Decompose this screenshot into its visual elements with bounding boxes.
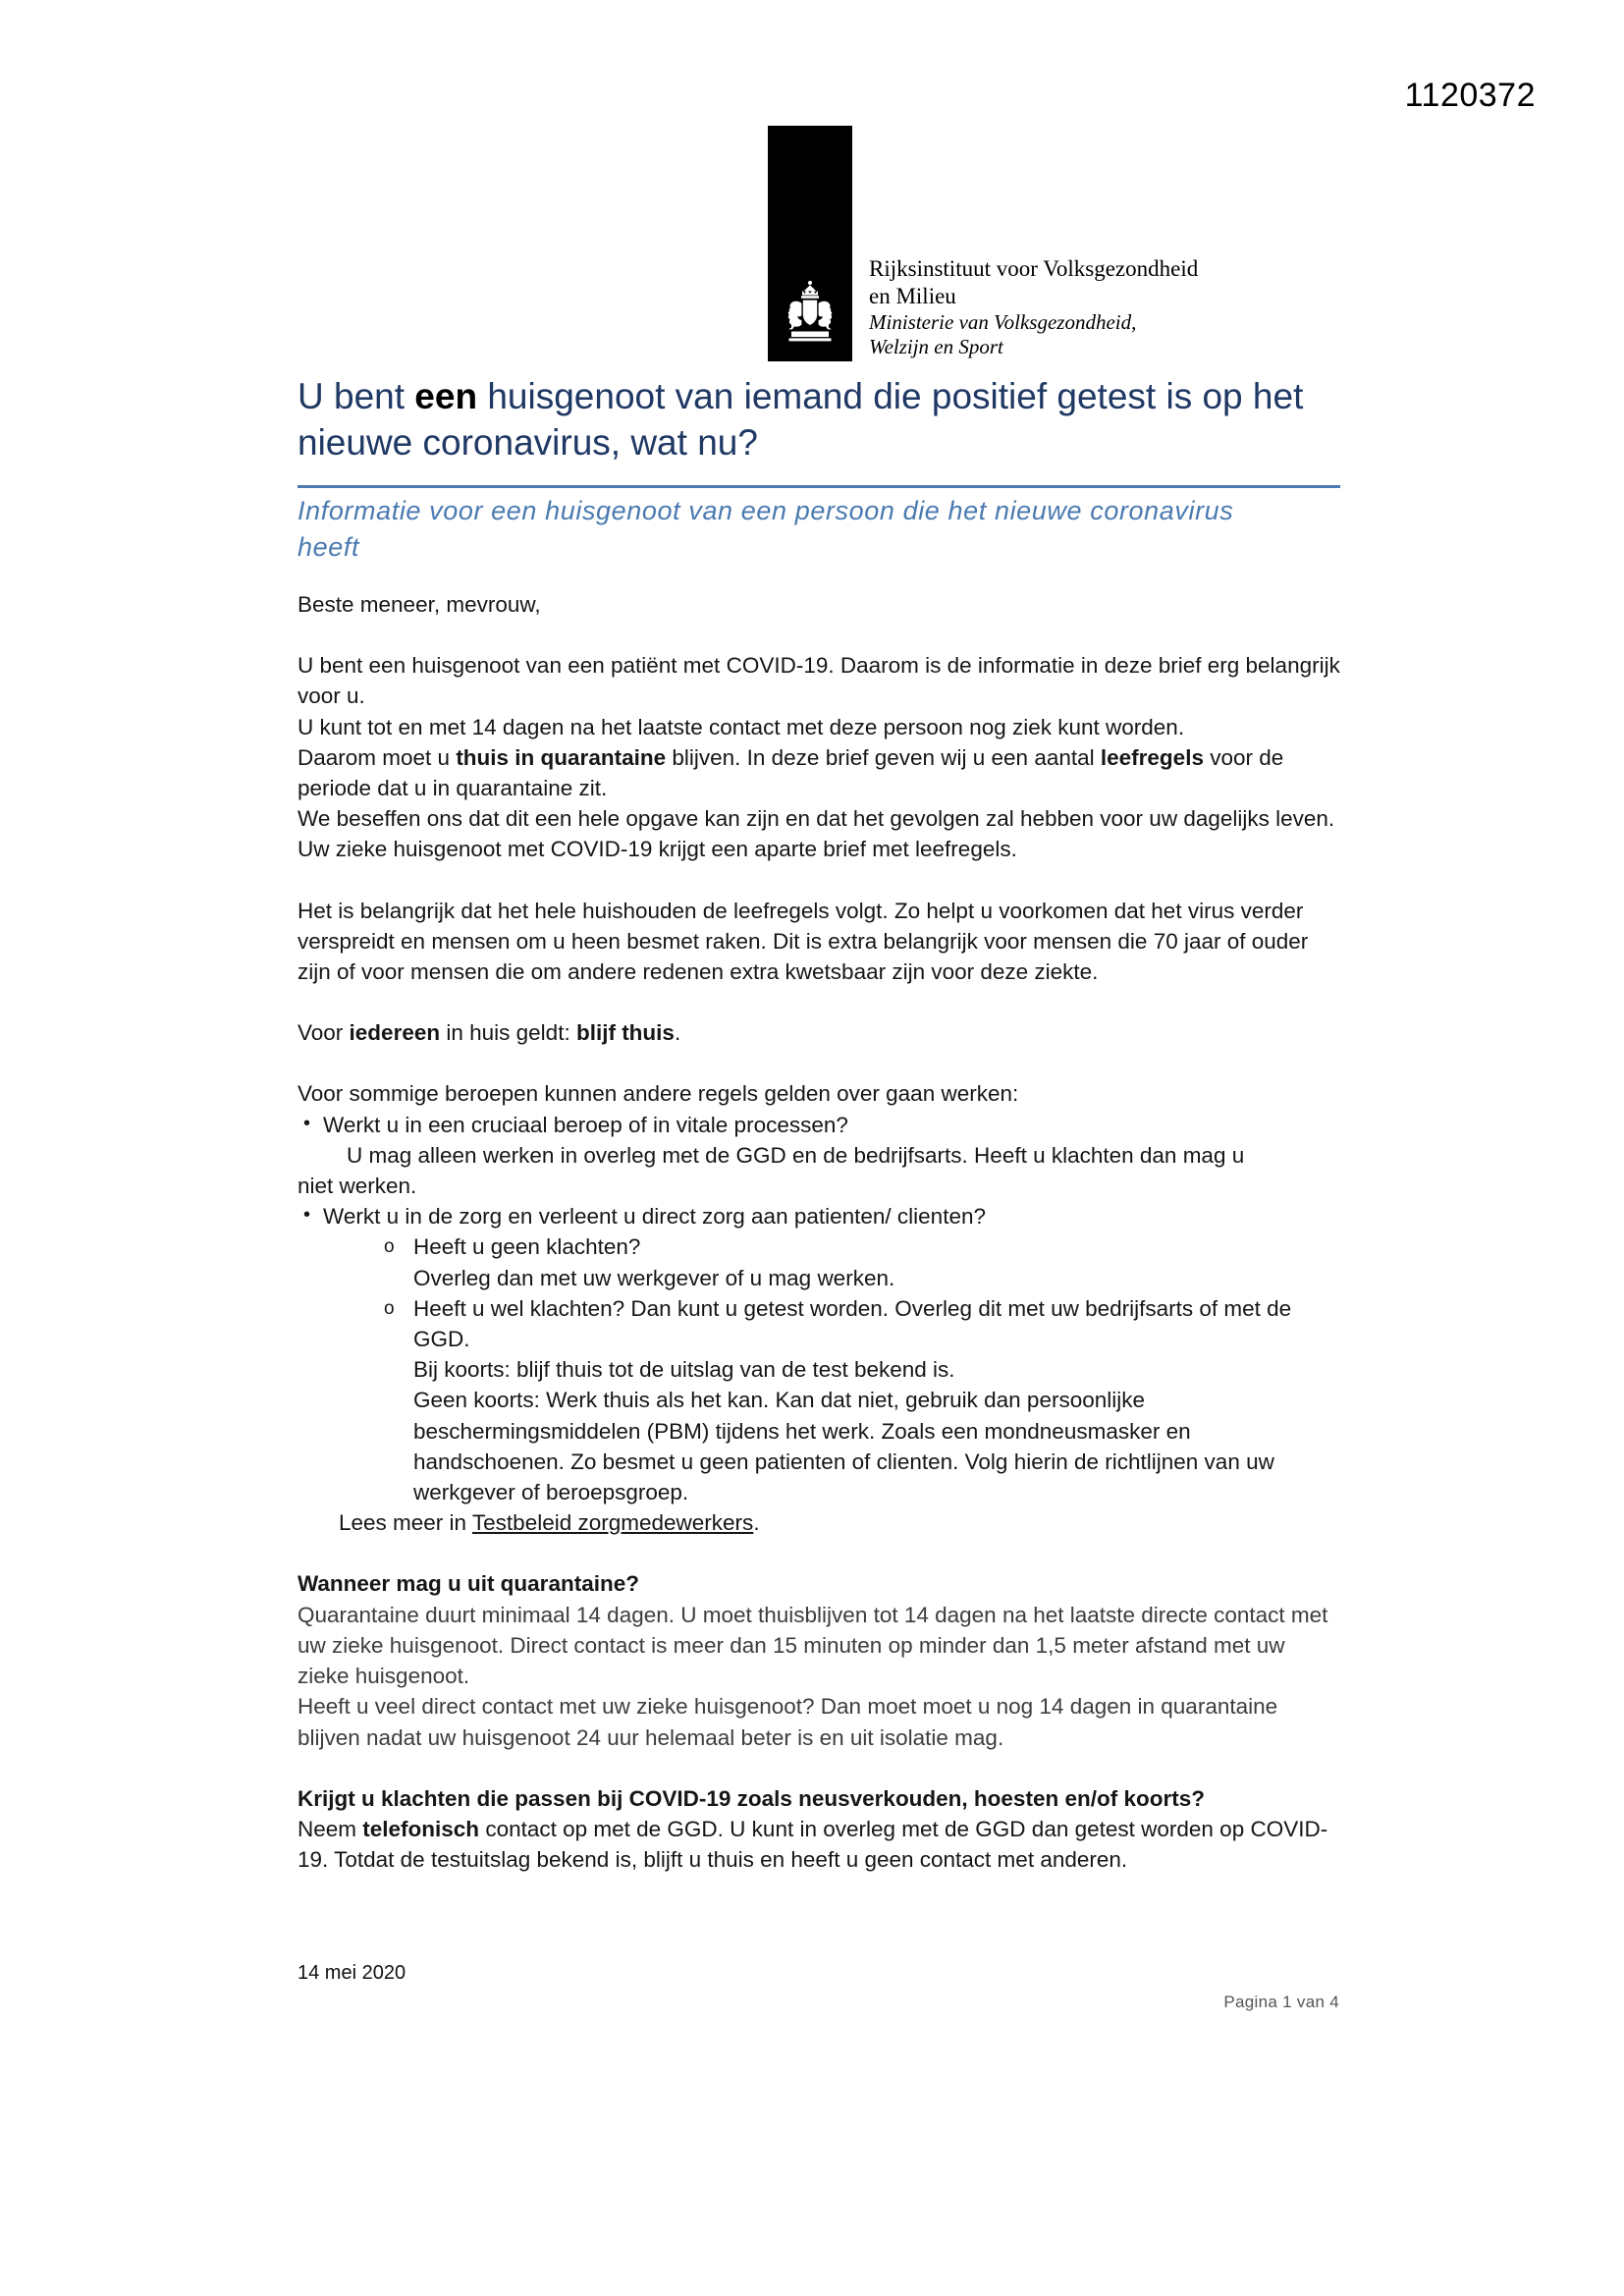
paragraph-huishouden: Het is belangrijk dat het hele huishouden de leefregels volgt. Zo helpt u voorkomen dat het virus verder verspreidt en mensen om u heen besmet raken. Dit is extra belangrijk voor mensen die 70 jaar of ouder zijn of voor mensen die om andere redenen extra kwetsbaar zijn voor deze ziekte. [298,898,1309,985]
p2-text-a: Daarom moet u [298,744,457,770]
list-item [298,1201,1340,1538]
heading-wanneer-uit-quarantaine [298,1568,1340,1599]
heading-text: Wanneer mag u uit quarantaine? [298,1571,639,1597]
footer-date: 14 mei 2020 [298,1962,406,1984]
spacer [298,865,1340,896]
footer-page-number: Pagina 1 van 4 [1223,1993,1339,2011]
bullet-cruciaal-beroep-detail-2: niet werken. [298,1174,417,1199]
list-item [323,1231,1340,1262]
heading-krijgt-u-klachten [298,1783,1340,1814]
title-part1: U bent [298,376,415,416]
beroepen-list [298,1110,1340,1539]
link-testbeleid-zorgmedewerkers[interactable]: Testbeleid zorgmedewerkers [471,1510,754,1536]
subbullet-geen-klachten-detail: Overleg dan met uw werkgever of u mag werken. [413,1265,895,1290]
klachten-text-c: contact op met de GGD. U kunt in overleg met de GGD dan getest worden op COVID-19. Totdat de testuitslag bekend is, blijft u thuis en heeft u geen contact met anderen. [298,1816,1328,1873]
paragraph-veel-contact: Heeft u veel direct contact met uw zieke huisgenoot? Dan moet moet u nog 14 dagen in quarantaine blijven nadat uw huisgenoot 24 uur helemaal beter is en uit isolatie mag. [298,1694,1278,1750]
page-title [298,374,1340,466]
organisation-name-line2: en Milieu [869,284,956,309]
page-subtitle: Informatie voor een huisgenoot van een persoon die het nieuwe coronavirus heeft [298,496,1234,563]
list-item [323,1293,1340,1354]
letter-body [298,589,1340,1875]
p5-text-a: Voor [298,1020,350,1046]
paragraph-blijf-thuis [298,1017,1340,1048]
ministry-name-line1: Ministerie van Volksgezondheid, [869,309,1137,334]
paragraph-beroepen: Voor sommige beroepen kunnen andere regels gelden over gaan werken: [298,1081,1019,1107]
rivm-logo [768,126,1198,361]
p2-text-c: blijven. In deze brief geven wij u een aantal [666,744,1101,770]
p2-text-e: voor de periode dat u in quarantaine zit. [298,744,1284,801]
paragraph-opgave: We beseffen ons dat dit een hele opgave kan zijn en dat het gevolgen zal hebben voor uw dagelijks leven. Uw zieke huisgenoot met COVID-19 krijgt een aparte brief met leefregels. [298,806,1335,862]
p5-text-e: . [674,1020,681,1046]
paragraph-quarantaine-duur: Quarantaine duurt minimaal 14 dagen. U moet thuisblijven tot 14 dagen na het laatste directe contact met uw zieke huisgenoot. Direct contact is meer dan 15 minuten op minder dan 1,5 meter afstand met uw zieke huisgenoot. [298,1602,1328,1689]
bullet-cruciaal-beroep-detail-1: U mag alleen werken in overleg met de GGD en de bedrijfsarts. Heeft u klachten dan mag u [347,1142,1245,1168]
lees-meer-suffix: . [753,1510,760,1536]
title-part2: huisgenoot van iemand die positief getest is op het nieuwe coronavirus, wat nu? [298,376,1304,463]
logo-text-block [869,255,1198,361]
spacer [298,987,1340,1017]
lees-meer-line [323,1507,1340,1538]
document-number: 1120372 [1404,77,1536,114]
heading-text: Krijgt u klachten die passen bij COVID-19 zoals neusverkouden, hoesten en/of koorts? [298,1785,1205,1811]
salutation: Beste meneer, mevrouw, [298,592,541,617]
subbullet-geen-klachten: Heeft u geen klachten? [413,1234,641,1260]
paragraph-14-dagen: U kunt tot en met 14 dagen na het laatste contact met deze persoon nog ziek kunt worden. [298,714,1185,739]
title-emphasis: een [414,376,478,416]
spacer [298,1538,1340,1568]
p2-bold-leefregels: leefregels [1100,744,1204,770]
p5-bold-blijf-thuis: blijf thuis [575,1020,675,1046]
spacer [298,620,1340,650]
bullet-cruciaal-beroep: Werkt u in een cruciaal beroep of in vitale processen? [323,1112,848,1137]
lees-meer-prefix: Lees meer in [339,1510,472,1536]
dutch-coat-of-arms-icon [768,126,852,361]
title-divider [298,485,1340,488]
p2-bold-quarantaine: thuis in quarantaine [456,744,667,770]
subbullet-geen-koorts: Geen koorts: Werk thuis als het kan. Kan dat niet, gebruik dan persoonlijke beschermingsmiddelen (PBM) tijdens het werk. Zoals een mondneusmasker en handschoenen. Zo besmet u geen patienten of clienten. Volg hierin de richtlijnen van uw werkgever of beroepsgroep. [413,1388,1274,1505]
klachten-bold-telefonisch: telefonisch [362,1816,480,1841]
paragraph-telefonisch-contact [298,1814,1340,1875]
spacer [298,1048,1340,1078]
subbullet-bij-koorts: Bij koorts: blijf thuis tot de uitslag van de test bekend is. [413,1357,955,1383]
klachten-text-a: Neem [298,1816,363,1841]
spacer [298,1753,1340,1783]
p5-bold-iedereen: iedereen [349,1020,441,1046]
ministry-name-line2: Welzijn en Sport [869,334,1003,358]
zorg-sublist [323,1231,1340,1507]
paragraph-intro: U bent een huisgenoot van een patiënt met COVID-19. Daarom is de informatie in deze brief erg belangrijk voor u. [298,653,1340,709]
paragraph-quarantaine-leefregels [298,742,1340,803]
organisation-name-line1: Rijksinstituut voor Volksgezondheid [869,256,1199,282]
subbullet-wel-klachten: Heeft u wel klachten? Dan kunt u getest worden. Overleg dit met uw bedrijfsarts of met de GGD. [413,1295,1292,1352]
bullet-zorg: Werkt u in de zorg en verleent u direct zorg aan patienten/ clienten? [323,1204,986,1230]
p5-text-c: in huis geldt: [440,1020,576,1046]
list-item [298,1110,1340,1202]
